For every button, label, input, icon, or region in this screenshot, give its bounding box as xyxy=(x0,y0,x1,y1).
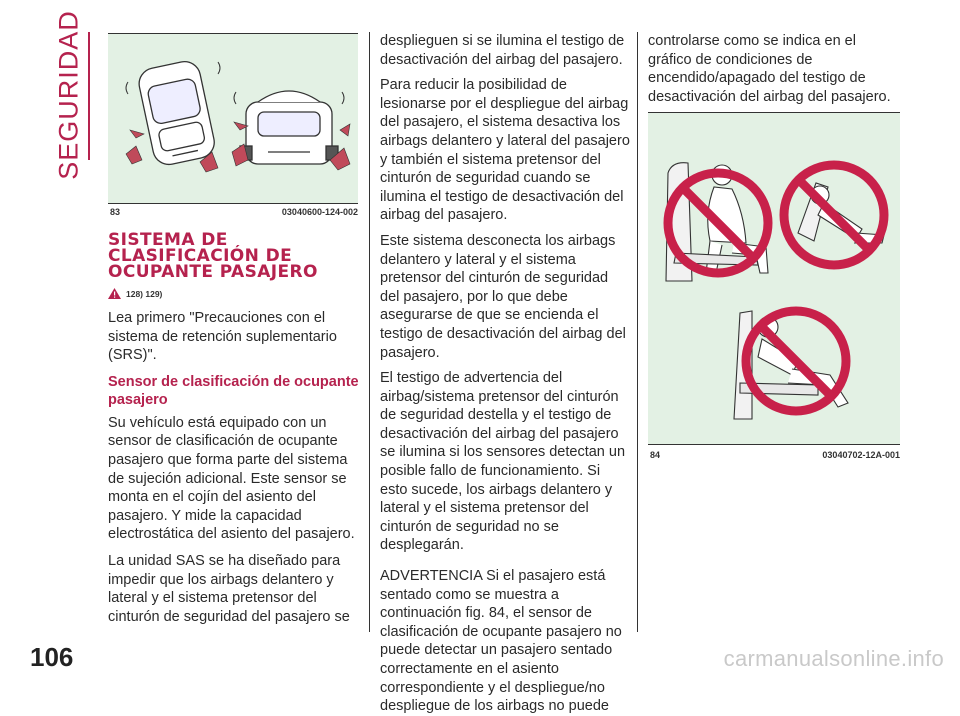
section-tab xyxy=(53,10,84,180)
column-3 xyxy=(648,32,900,106)
column-2 xyxy=(380,32,630,716)
figure-number: 83 xyxy=(110,207,121,217)
paragraph: Su vehículo está equipado con un sensor de clasificación de ocupante pasajero que forma parte del sistema de sujeción adicional. Este sensor se monta en el cojín del asiento del pasajero. Y mide la capacidad electrostática del asiento del pasajero. xyxy=(108,414,355,543)
figure-84 xyxy=(648,112,900,445)
figure-84-caption xyxy=(650,450,900,460)
car-tilted-illustration xyxy=(108,34,358,203)
watermark: carmanualsonline.info xyxy=(723,646,944,671)
paragraph: desplieguen si se ilumina el testigo de desactivación del airbag del pasajero. xyxy=(380,33,625,68)
warning-references xyxy=(108,288,364,299)
column-divider xyxy=(637,32,638,632)
figure-number: 84 xyxy=(650,450,661,460)
warning-refs: 128) 129) xyxy=(126,288,163,299)
intro-paragraph: Lea primero "Precauciones con el sistema de retención suplementario (SRS)". xyxy=(108,310,337,364)
column-divider xyxy=(369,32,370,632)
warning-icon xyxy=(108,288,121,299)
figure-code: 03040702-12A-001 xyxy=(822,450,900,460)
figure-83 xyxy=(108,33,358,204)
paragraph: controlarse como se indica en el gráfico de condiciones de encendido/apagado del testigo de desactivación del airbag del pasajero. xyxy=(648,33,891,105)
page-number: 106 xyxy=(30,642,74,672)
paragraph: Este sistema desconecta los airbags delantero y lateral y el sistema pretensor del cinturón de seguridad del pasajero, por lo que debe asegurarse de que se encienda el testigo de desactivación del airbag del pasajero. xyxy=(380,232,626,361)
paragraph: El testigo de advertencia del airbag/sistema pretensor del cinturón de seguridad destella y el testigo de desactivación del airbag del pasajero se ilumina si los sensores detectan un posible fallo de funcionamiento. Si esto sucede, los airbags delantero y lateral y el sistema pretensor del cinturón de seguridad no se desplegarán. xyxy=(380,370,626,554)
section-heading: SISTEMA DE CLASIFICACIÓN DE OCUPANTE PASAJERO xyxy=(108,230,318,282)
subheading: Sensor de clasificación de ocupante pasajero xyxy=(108,373,359,408)
section-label: SEGURIDAD xyxy=(53,10,84,180)
section-tab-line xyxy=(88,32,90,160)
paragraph: La unidad SAS se ha diseñado para impedir que los airbags delantero y lateral y el sistema pretensor del cinturón de seguridad del pasajero se xyxy=(108,552,350,625)
warning-paragraph: ADVERTENCIA Si el pasajero está sentado como se muestra a continuación fig. 84, el sensor de clasificación de ocupante pasajero no puede detectar un pasajero sentado correctamente en el asiento correspondiente y el despliegue/no despliegue de los airbags no puede xyxy=(380,568,622,715)
column-1 xyxy=(108,232,364,626)
figure-code: 03040600-124-002 xyxy=(281,207,358,217)
incorrect-seating-illustration xyxy=(648,113,900,444)
figure-83-caption xyxy=(110,207,358,217)
paragraph: Para reducir la posibilidad de lesionarse por el despliegue del airbag del pasajero, el sistema desactiva los airbags delantero y lateral del pasajero y también el sistema pretensor del cinturón de seguridad cuando se ilumina el testigo de desactivación del airbag del pasajero. xyxy=(380,77,630,224)
